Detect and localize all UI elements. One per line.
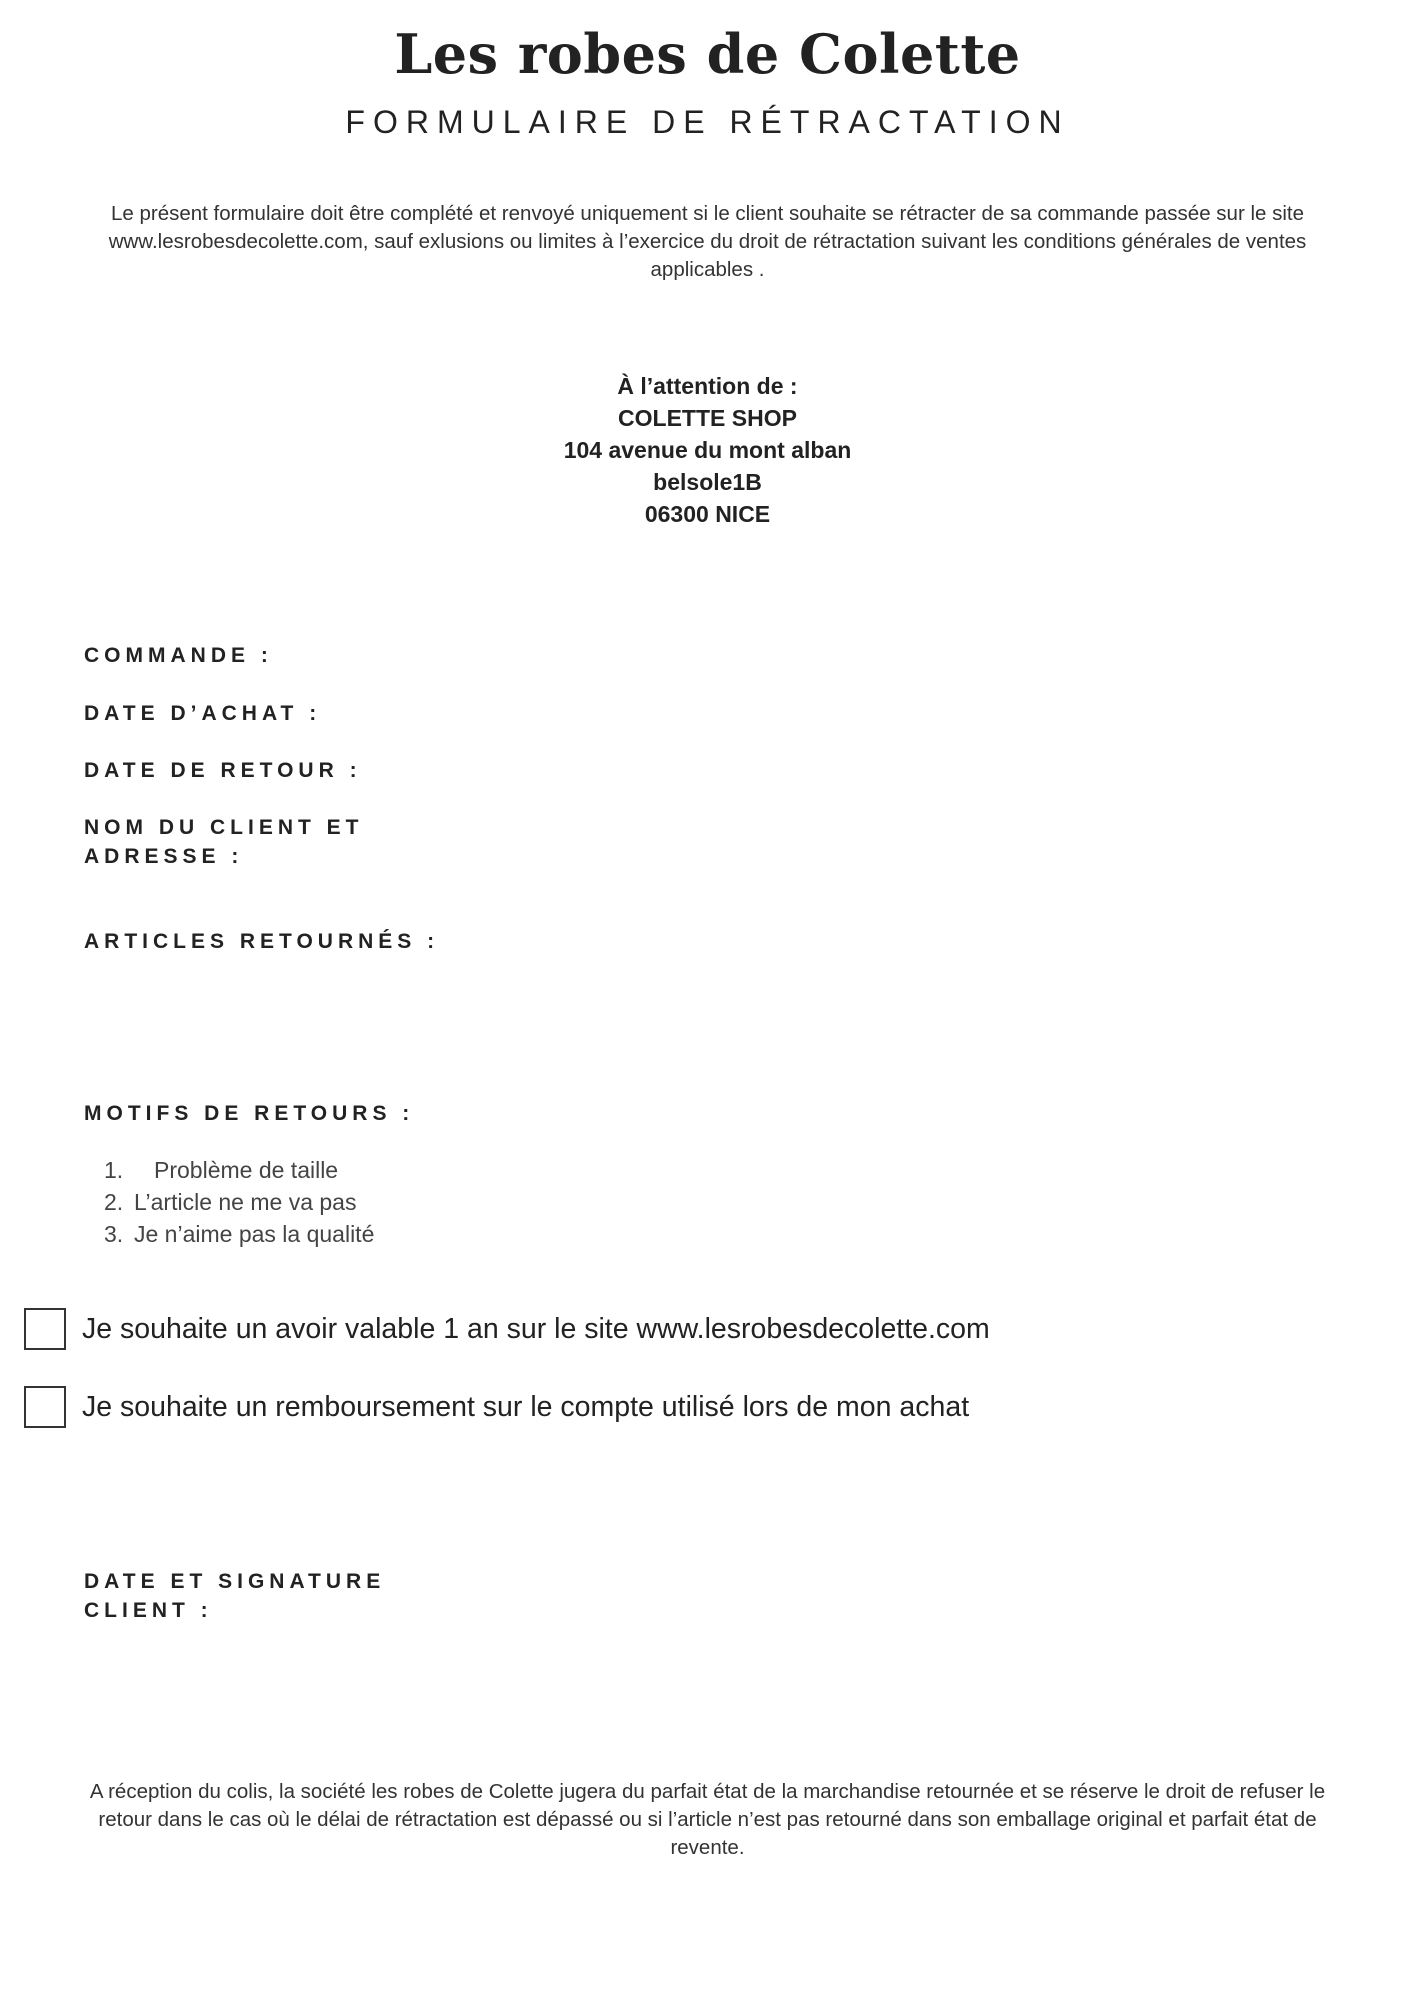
- returned-items-label: ARTICLES RETOURNÉS :: [84, 930, 440, 953]
- return-date-label: DATE DE RETOUR :: [84, 759, 362, 782]
- reason-text: L’article ne me va pas: [134, 1189, 357, 1215]
- return-reasons-label: MOTIFS DE RETOURS :: [84, 1102, 415, 1125]
- list-item: [104, 1154, 374, 1186]
- list-item: [104, 1186, 374, 1218]
- date-signature-label: DATE ET SIGNATURE CLIENT :: [84, 1570, 386, 1622]
- refund-checkbox[interactable]: [24, 1386, 66, 1428]
- order-label: COMMANDE :: [84, 644, 273, 667]
- credit-option-label: Je souhaite un avoir valable 1 an sur le site www.lesrobesdecolette.com: [82, 1312, 990, 1345]
- credit-option: [24, 1308, 990, 1350]
- list-item: [104, 1218, 374, 1250]
- footer-paragraph: A réception du colis, la société les robes de Colette jugera du parfait état de la marchandise retournée et se réserve le droit de refuser le retour dans le cas où le délai de rétractation est dépassé ou si l’article n’est pas retourné dans son emballage original et parfait état de revente.: [89, 1780, 1326, 1859]
- address-street: 104 avenue du mont alban: [563, 437, 852, 463]
- client-name-address-label: NOM DU CLIENT ET ADRESSE :: [84, 816, 364, 868]
- reason-text: Problème de taille: [154, 1157, 339, 1183]
- form-subtitle: FORMULAIRE DE RÉTRACTATION: [345, 104, 1070, 140]
- address-building: belsole1B: [653, 469, 762, 495]
- recipient-address: [0, 370, 1415, 530]
- address-city: 06300 NICE: [644, 501, 771, 527]
- reason-number: 1.: [104, 1157, 124, 1183]
- purchase-date-label: DATE D’ACHAT :: [84, 702, 322, 725]
- reason-text: Je n’aime pas la qualité: [134, 1221, 375, 1247]
- credit-checkbox[interactable]: [24, 1308, 66, 1350]
- refund-option-label: Je souhaite un remboursement sur le compte utilisé lors de mon achat: [82, 1390, 970, 1423]
- shop-title: Les robes de Colette: [394, 22, 1021, 86]
- return-reasons-list: [104, 1154, 374, 1250]
- intro-paragraph: Le présent formulaire doit être complété et renvoyé uniquement si le client souhaite se rétracter de sa commande passée sur le site www.lesrobesdecolette.com, sauf exlusions ou limites à l’exercice du droit de rétractation suivant les conditions générales de ventes applicables .: [108, 202, 1307, 281]
- address-attention: À l’attention de :: [617, 373, 798, 399]
- refund-option: [24, 1386, 969, 1428]
- reason-number: 3.: [104, 1221, 124, 1247]
- address-company: COLETTE SHOP: [618, 405, 797, 431]
- reason-number: 2.: [104, 1189, 124, 1215]
